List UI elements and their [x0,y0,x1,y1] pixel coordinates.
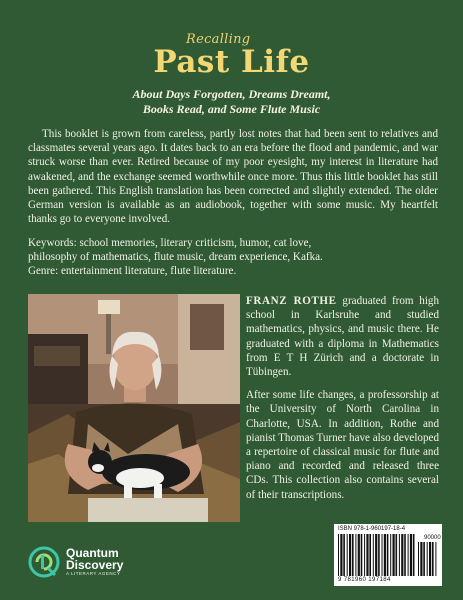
barcode-bar [378,534,380,576]
barcode-bar [364,534,365,576]
barcode-bar [384,534,386,576]
barcode-bar [390,534,391,576]
barcode-bar [358,534,360,576]
barcode-bar [408,534,409,576]
keywords-line-2: philosophy of mathematics, flute music, dream experience, Kafka. [28,251,323,264]
barcode-bars [338,534,416,576]
author-name: FRANZ ROTHE [246,295,337,307]
barcode-bar [418,542,419,576]
barcode-bar [427,542,428,576]
barcode-bar [399,534,400,576]
blurb-paragraph: This booklet is grown from careless, partly lost notes that had been sent to relatives and classmates several years ago. It dates back to an era before the flood and pandemic, and war struck worse than ever. Retired because of my poor eyesight, my interest in literature had awakened, and the exchange seemed worthwhile once more. Thus this little booklet has still been gathered. This English translation has been corrected and slightly extended. The older German version is available as an audiobook, together with some music. My heartfelt thanks go to everyone involved. [28,128,438,226]
bio-paragraph-1 [246,294,439,379]
addon-barcode-bars [418,542,438,576]
title-main: Past Life [153,44,310,80]
bio-paragraph-2: After some life changes, a professorship at the University of North Carolina in Charlotte, USA. In addition, Rothe and pianist Thomas Turner have also developed a repertoire of classical music for flute and piano and recorded and released three CDs. This collection also contains several of their transcriptions. [246,389,439,501]
barcode-bar [429,542,431,576]
subtitle-line-1: About Days Forgotten, Dreams Dreamt, [132,87,331,101]
author-photo-illustration [28,294,240,522]
isbn-barcode [334,524,442,586]
barcode-bar [396,534,398,576]
barcode-bar [369,534,371,576]
qd-logo-icon [28,546,60,578]
author-photo [28,294,240,522]
barcode-bar [375,534,377,576]
barcode-bar [404,534,406,576]
keywords-line-1: Keywords: school memories, literary criticism, humor, cat love, [28,237,312,249]
barcode-bar [401,534,403,576]
price-code: 90000 [424,535,441,541]
genre-line: Genre: entertainment literature, flute literature. [28,265,237,278]
keywords-block [28,236,438,279]
publisher-logo [28,544,168,580]
barcode-bar [355,534,356,576]
barcode-bar [435,542,436,576]
barcode-bar [340,534,342,576]
barcode-bar [366,534,368,576]
barcode-bar [432,542,434,576]
barcode-bar [410,534,412,576]
publisher-tagline: A LITERARY AGENCY [66,571,121,576]
barcode-bar [413,534,415,576]
barcode-bar [423,542,425,576]
title-small: Recalling [186,32,251,47]
isbn-number: ISBN 978-1-960197-18-4 [338,526,406,532]
publisher-name-line-1: Quantum [66,546,119,560]
subtitle [0,87,463,117]
author-bio [246,294,439,511]
barcode-bar [387,534,389,576]
ean-digits: 9 781960 197184 [338,577,391,583]
barcode-bar [393,534,395,576]
barcode-bar [382,534,383,576]
publisher-name-line-2: Discovery [66,558,124,572]
barcode-bar [352,534,354,576]
bio-paragraph-1-text: graduated from high school in Karlsruhe and studied mathematics, physics, and music there. He graduated with a diploma in Mathematics from E T H Zürich and a doctorate in Tübingen. [246,295,439,379]
barcode-bar [373,534,374,576]
barcode-bar [347,534,348,576]
subtitle-line-2: Books Read, and Some Flute Music [142,102,321,116]
publisher-name [66,547,123,571]
barcode-bar [349,534,351,576]
barcode-bar [361,534,363,576]
blurb [28,127,438,226]
barcode-bar [338,534,339,576]
barcode-bar [420,542,422,576]
barcode-bar [343,534,345,576]
